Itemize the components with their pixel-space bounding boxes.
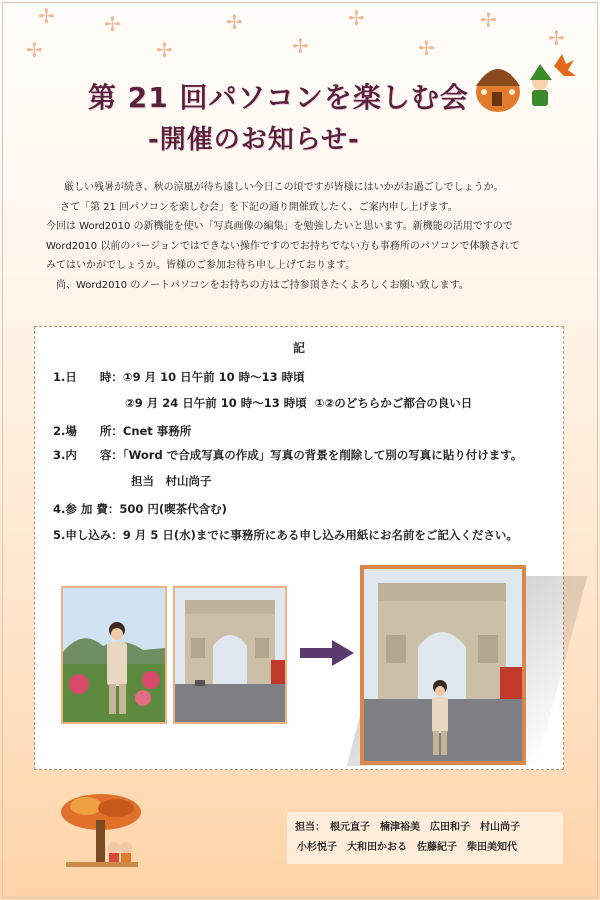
date-2: ②9 月 24 日午前 10 時～13 時頃 [125,396,307,410]
dragonfly-icon: ✢ [26,38,43,62]
staff-line: 小杉悦子 大和田かおる 佐藤紀子 柴田美知代 [297,842,517,853]
intro-line: 今回は Word2010 の新機能を使い「写真画像の編集」を勉強したいと思います。新機能の活用ですので [46,221,513,232]
arrow-right-icon [300,640,354,666]
place-row [53,423,191,439]
fee-value: 500 円(喫茶代含む) [119,502,227,516]
intro-line: 厳しい残暑が続き、秋の涼風が待ち遠しい今日この頃ですが皆様にはいかがお過ごしでしょうか。 [64,182,504,193]
photo-composite [360,565,526,765]
notice-heading: 記 [292,341,305,355]
place-value: Cnet 事務所 [122,424,192,438]
date-1: ①9 月 10 日午前 10 時～13 時頃 [122,370,305,384]
intro-text [46,178,576,295]
dragonfly-icon: ✢ [292,34,309,58]
fee-row [53,501,227,517]
fee-label: 4.参 加 費： [53,502,120,516]
date-label: 1.日 時： [53,370,123,384]
autumn-tree-illustration [56,790,146,870]
content-value: 「Word で合成写真の作成」写真の背景を削除して別の写真に貼り付けます。 [122,448,523,462]
date-row [53,369,305,385]
dragonfly-icon: ✢ [156,38,173,62]
apply-value: 9 月 5 日(水)までに事務所にある申し込み用紙にお名前をご記入ください。 [122,528,518,542]
place-label: 2.場 所： [53,424,123,438]
intro-line: Word2010 以前のバージョンではできない操作ですのでお持ちでない方も事務所のパソコンで体験されて [46,240,520,252]
intro-line: さて「第 21 回パソコンを楽しむ会」を下記の通り開催致したく、ご案内申し上げます。 [60,201,458,213]
date-note: ①②のどちらかご都合の良い日 [314,396,473,410]
photo-woman-garden [61,586,167,724]
staff-list [287,812,563,864]
intro-line: みてはいかがでしょうか。皆様のご参加お待ち申し上げております。 [46,260,356,271]
apply-row [53,527,518,543]
title-main: 第 21 回パソコンを楽しむ会 [88,81,469,114]
house-illustration [470,46,580,116]
apply-label: 5.申し込み： [53,528,123,542]
staff-line: 担当： 根元直子 楠津裕美 広田和子 村山尚子 [295,822,520,833]
intro-line: 尚、Word2010 のノートパソコンをお持ちの方はご持参頂きたくよろしくお願い致します。 [56,279,469,291]
dragonfly-icon: ✢ [480,8,497,32]
date-row-2 [125,395,472,411]
photo-arc-de-triomphe [173,586,287,724]
instructor: 担当 村山尚子 [131,474,212,488]
dragonfly-icon: ✢ [38,4,55,28]
content-row [53,447,522,463]
dragonfly-icon: ✢ [548,26,565,50]
dragonfly-icon: ✢ [418,36,435,60]
dragonfly-icon: ✢ [226,10,243,34]
dragonfly-icon: ✢ [104,12,121,36]
dragonfly-icon: ✢ [348,6,365,30]
content-label: 3.内 容： [53,448,123,462]
title-sub: -開催のお知らせ- [148,125,360,155]
